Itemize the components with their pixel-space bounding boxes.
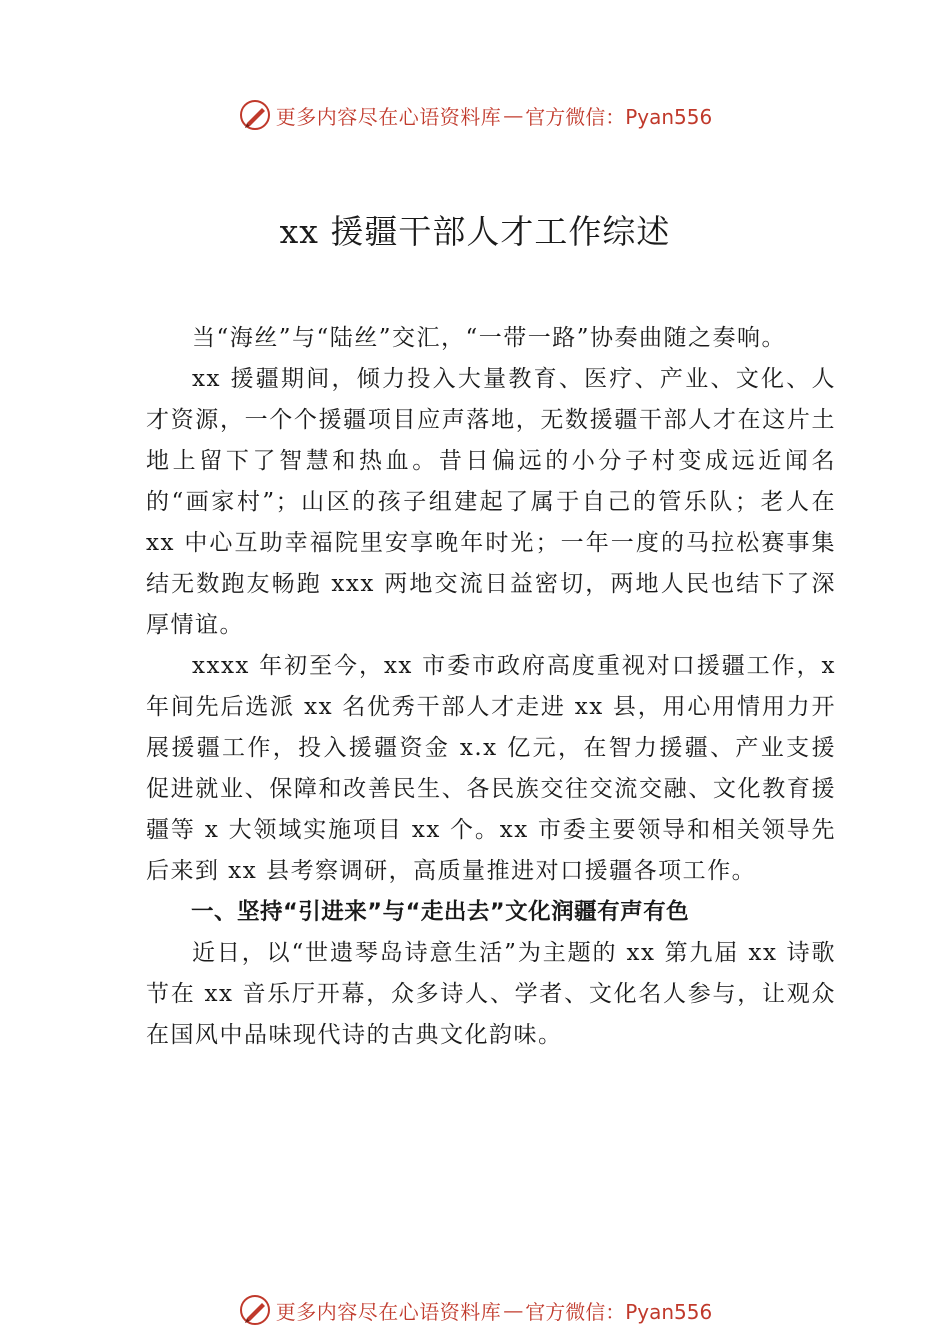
document-body	[146, 318, 836, 1056]
paragraph-intro: 当“海丝”与“陆丝”交汇，“一带一路”协奏曲随之奏响。	[192, 325, 787, 351]
paragraph-aid-overview: xx 援疆期间，倾力投入大量教育、医疗、产业、文化、人才资源，一个个援疆项目应声落地，无数援疆干部人才在这片土地上留下了智慧和热血。昔日偏远的小分子村变成远近闻名的“画家村”；山区的孩子组建起了属于自己的管乐队；老人在 xx 中心互助幸福院里安享晚年时光；一年一度的马拉松赛事集结无数跑友畅跑 xxx 两地交流日益密切，两地人民也结下了深厚情谊。	[146, 366, 836, 638]
pen-logo-icon	[238, 98, 272, 132]
banner-contact: 官方微信：Pyan556	[525, 1299, 713, 1324]
paragraph-poetry-festival: 近日，以“世遗琴岛诗意生活”为主题的 xx 第九届 xx 诗歌节在 xx 音乐厅开幕，众多诗人、学者、文化名人参与，让观众在国风中品味现代诗的古典文化韵味。	[146, 940, 836, 1048]
footer-banner	[0, 1290, 950, 1330]
section-heading-culture: 一、坚持“引进来”与“走出去”文化润疆有声有色	[191, 899, 690, 925]
header-banner	[0, 95, 950, 135]
document-title: xx 援疆干部人才工作综述	[279, 212, 671, 251]
banner-text: 更多内容尽在心语资料库	[275, 104, 502, 129]
banner-contact: 官方微信：Pyan556	[525, 104, 713, 129]
pen-logo-icon	[238, 1293, 272, 1327]
banner-separator: —	[503, 1298, 524, 1322]
banner-separator: —	[503, 103, 524, 127]
banner-text: 更多内容尽在心语资料库	[275, 1299, 502, 1324]
paragraph-aid-summary: xxxx 年初至今，xx 市委市政府高度重视对口援疆工作，x 年间先后选派 xx 名优秀干部人才走进 xx 县，用心用情用力开展援疆工作，投入援疆资金 x.x 亿元，在智力援疆、产业支援促进就业、保障和改善民生、各民族交往交流交融、文化教育援疆等 x 大领域实施项目 xx 个。xx 市委主要领导和相关领导先后来到 xx 县考察调研，高质量推进对口援疆各项工作。	[146, 653, 836, 884]
